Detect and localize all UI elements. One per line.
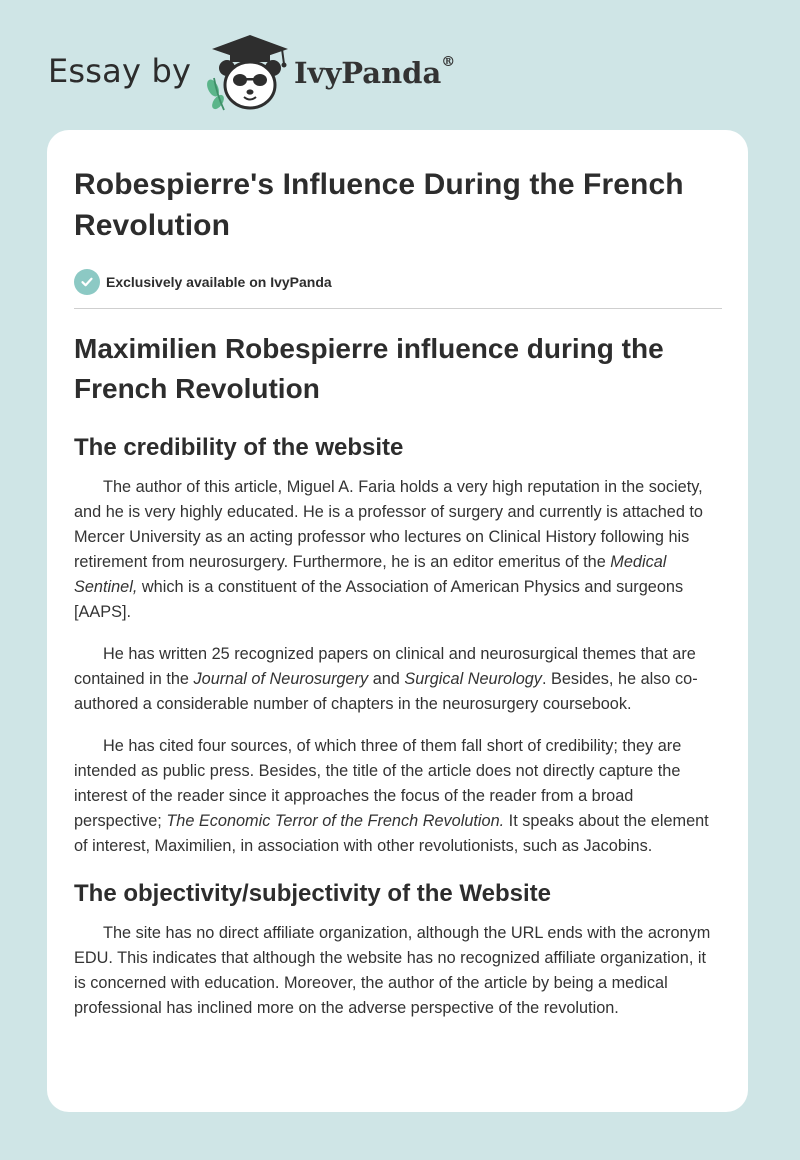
brand-prefix: Essay by xyxy=(48,52,192,90)
text-run: and xyxy=(368,670,405,688)
paragraph xyxy=(74,921,722,1021)
paragraph xyxy=(74,642,722,717)
paragraph xyxy=(74,475,722,625)
paragraph xyxy=(74,734,722,859)
exclusive-badge xyxy=(74,268,722,296)
article-heading: Maximilien Robespierre influence during the French Revolution xyxy=(74,333,664,404)
brand-name-text: IvyPanda xyxy=(294,56,442,90)
italic-text: Medical Sentinel, xyxy=(74,553,667,596)
italic-text: Journal of Neurosurgery xyxy=(193,670,369,688)
text-run: The author of this article, Miguel A. Faria holds a very high reputation in the society, and he is very highly educated. He is a professor of surgery and currently is attached to Mercer University as an acting professor who lectures on Clinical History following his retirement from neurosurgery. Furthermore, he is an editor emeritus of the xyxy=(74,478,703,571)
panda-logo-icon[interactable] xyxy=(200,30,296,112)
registered-mark: ® xyxy=(441,54,456,70)
italic-text: The Economic Terror of the French Revolution. xyxy=(166,812,505,830)
text-run: He has written 25 recognized papers on clinical and neurosurgical themes that are contained in the xyxy=(74,645,696,688)
divider xyxy=(74,308,722,309)
brand-name xyxy=(294,56,455,90)
text-run: . Besides, he also co-authored a considerable number of chapters in the neurosurgery coursebook. xyxy=(74,670,698,713)
section-heading-credibility: The credibility of the website xyxy=(74,434,404,461)
check-icon xyxy=(74,269,100,295)
essay-title: Robespierre's Influence During the French Revolution xyxy=(74,168,684,242)
text-run: which is a constituent of the Association of American Physics and surgeons [AAPS]. xyxy=(74,578,684,621)
text-run: He has cited four sources, of which three of them fall short of credibility; they are intended as public press. Besides, the title of the article does not directly capture the interest of the reader since it approaches the focus of the reader from a broad perspective; xyxy=(74,737,682,830)
section-heading-objectivity: The objectivity/subjectivity of the Website xyxy=(74,880,551,907)
exclusive-label: Exclusively available on IvyPanda xyxy=(106,274,332,290)
text-run: The site has no direct affiliate organization, although the URL ends with the acronym EDU. This indicates that although the website has no recognized affiliate organization, it is concerned with education. Moreover, the author of the article by being a medical professional has inclined more on the adverse perspective of the revolution. xyxy=(74,924,711,1017)
italic-text: Surgical Neurology xyxy=(404,670,542,688)
brand-header xyxy=(48,30,468,112)
essay-card xyxy=(47,130,748,1112)
text-run: It speaks about the element of interest, Maximilien, in association with other revolutionists, such as Jacobins. xyxy=(74,812,709,855)
